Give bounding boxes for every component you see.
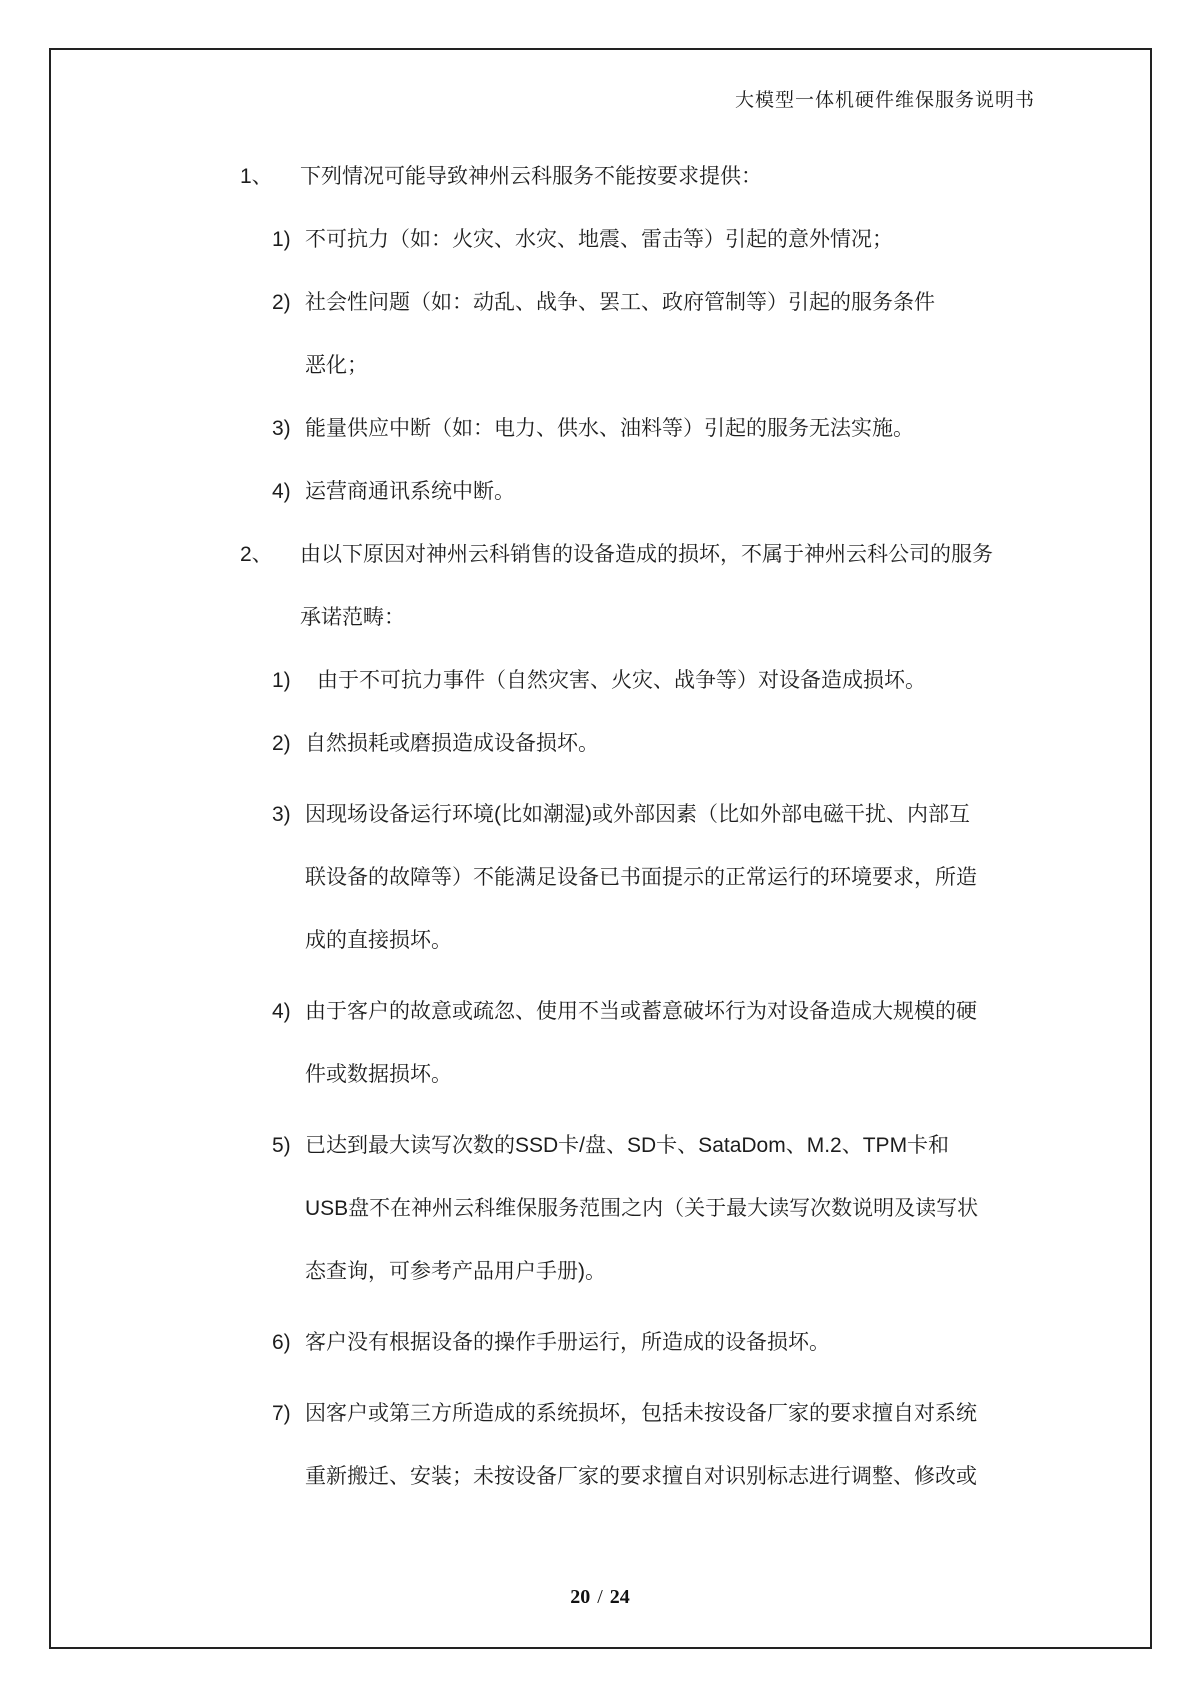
item-number: 2) [272,732,291,755]
page-number-current: 20 [570,1586,591,1608]
item-line [0,1311,1200,1374]
list-item [0,712,1200,775]
item-line [0,712,1200,775]
item-line [0,980,1200,1043]
item-text: 已达到最大读写次数的SSD卡/盘、SD卡、SataDom、M.2、TPM卡和 [305,1134,950,1157]
item-line [0,271,1200,334]
item-text: 恶化； [305,354,368,377]
item-text: 运营商通讯系统中断。 [305,480,515,503]
section-title-row [0,145,1200,208]
document-content [0,145,1200,1508]
list-item [0,980,1200,1106]
item-number: 5) [272,1134,291,1157]
item-line [0,334,1200,397]
item-line [0,649,1200,712]
page-footer [0,1580,1200,1614]
list-item [0,649,1200,712]
item-number: 4) [272,480,291,503]
section-title-text: 由以下原因对神州云科销售的设备造成的损坏，不属于神州云科公司的服务 [300,543,993,566]
item-text: 不可抗力（如：火灾、水灾、地震、雷击等）引起的意外情况； [305,228,893,251]
list-item [0,460,1200,523]
item-text: 能量供应中断（如：电力、供水、油料等）引起的服务无法实施。 [305,417,914,440]
item-line [0,1382,1200,1445]
item-line [0,909,1200,972]
list-item [0,1311,1200,1374]
item-text: 客户没有根据设备的操作手册运行，所造成的设备损坏。 [305,1331,830,1354]
item-text: 社会性问题（如：动乱、战争、罢工、政府管制等）引起的服务条件 [305,291,935,314]
item-text: 自然损耗或磨损造成设备损坏。 [305,732,599,755]
list-item [0,1114,1200,1303]
item-number: 4) [272,1000,291,1023]
item-text: 成的直接损坏。 [305,929,452,952]
item-line [0,1177,1200,1240]
page-number-total: 24 [609,1586,630,1608]
list-item [0,783,1200,972]
item-text: 件或数据损坏。 [305,1063,452,1086]
item-line [0,208,1200,271]
page-header-title: 大模型一体机硬件维保服务说明书 [734,90,1035,111]
section-1 [0,145,1200,523]
item-text: 态查询，可参考产品用户手册)。 [305,1260,606,1283]
section-title-text: 承诺范畴： [300,606,405,629]
section-title-text: 下列情况可能导致神州云科服务不能按要求提供： [300,165,762,188]
list-item [0,397,1200,460]
item-number: 6) [272,1331,291,1354]
item-line [0,397,1200,460]
section-title-row [0,523,1200,586]
list-item [0,1382,1200,1508]
section-title-continuation [0,586,1200,649]
item-line [0,460,1200,523]
item-line [0,1240,1200,1303]
item-line [0,1043,1200,1106]
list-item [0,208,1200,271]
item-line [0,1445,1200,1508]
item-number: 3) [272,803,291,826]
item-number: 1) [272,228,291,251]
item-line [0,846,1200,909]
item-text: 因现场设备运行环境(比如潮湿)或外部因素（比如外部电磁干扰、内部互 [305,803,970,826]
section-number: 2、 [240,543,273,566]
item-text: 联设备的故障等）不能满足设备已书面提示的正常运行的环境要求，所造 [305,866,977,889]
item-text: 重新搬迁、安装；未按设备厂家的要求擅自对识别标志进行调整、修改或 [305,1465,977,1488]
item-number: 1) [272,669,291,692]
item-text: USB盘不在神州云科维保服务范围之内（关于最大读写次数说明及读写状 [305,1197,979,1220]
section-number: 1、 [240,165,273,188]
item-line [0,1114,1200,1177]
page-number-separator: / [597,1586,603,1608]
list-item [0,271,1200,397]
section-2 [0,523,1200,1508]
item-number: 2) [272,291,291,314]
item-number: 7) [272,1402,291,1425]
item-text: 由于不可抗力事件（自然灾害、火灾、战争等）对设备造成损坏。 [317,669,926,692]
item-text: 因客户或第三方所造成的系统损坏，包括未按设备厂家的要求擅自对系统 [305,1402,977,1425]
item-text: 由于客户的故意或疏忽、使用不当或蓄意破坏行为对设备造成大规模的硬 [305,1000,977,1023]
item-line [0,783,1200,846]
item-number: 3) [272,417,291,440]
